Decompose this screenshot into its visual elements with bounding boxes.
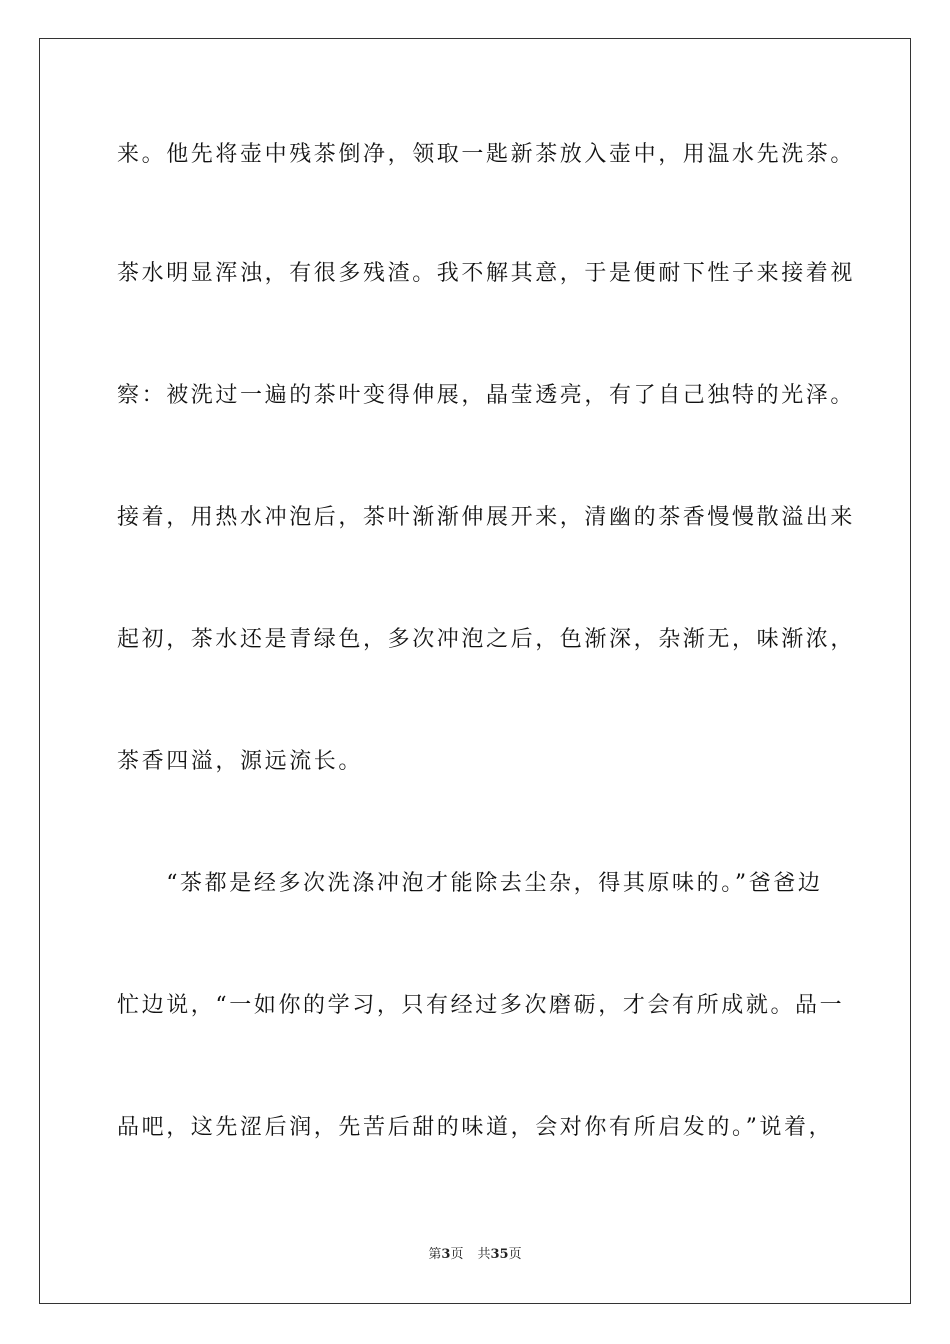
total-suffix: 页 (508, 1247, 522, 1262)
body-text-line: 起初，茶水还是青绿色，多次冲泡之后，色渐深，杂渐无，味渐浓， (117, 627, 856, 652)
body-text-line: 来。他先将壶中残茶倒净，领取一匙新茶放入壶中，用温水先洗茶。 (117, 142, 856, 167)
total-pages: 35 (490, 1247, 509, 1262)
body-text-line: 接着，用热水冲泡后，茶叶渐渐伸展开来，清幽的茶香慢慢散溢出来 (117, 505, 856, 530)
body-text-line: 茶水明显浑浊，有很多残渣。我不解其意，于是便耐下性子来接着视 (117, 261, 856, 286)
page-prefix: 第 (428, 1247, 442, 1262)
body-text-line: 察：被洗过一遍的茶叶变得伸展，晶莹透亮，有了自己独特的光泽。 (117, 383, 856, 408)
body-text-line: 茶香四溢，源远流长。 (117, 749, 364, 774)
total-prefix: 共 (477, 1247, 491, 1262)
page-suffix: 页 (450, 1247, 464, 1262)
page-number: 3 (441, 1247, 451, 1262)
page-footer (0, 1246, 950, 1264)
body-text-line: 忙边说，“一如你的学习，只有经过多次磨砺，才会有所成就。品一 (117, 993, 845, 1018)
body-text-line: 品吧，这先涩后润，先苦后甜的味道，会对你有所启发的。”说着， (117, 1115, 834, 1140)
body-text-line: “茶都是经多次洗涤冲泡才能除去尘杂，得其原味的。”爸爸边 (117, 871, 823, 896)
